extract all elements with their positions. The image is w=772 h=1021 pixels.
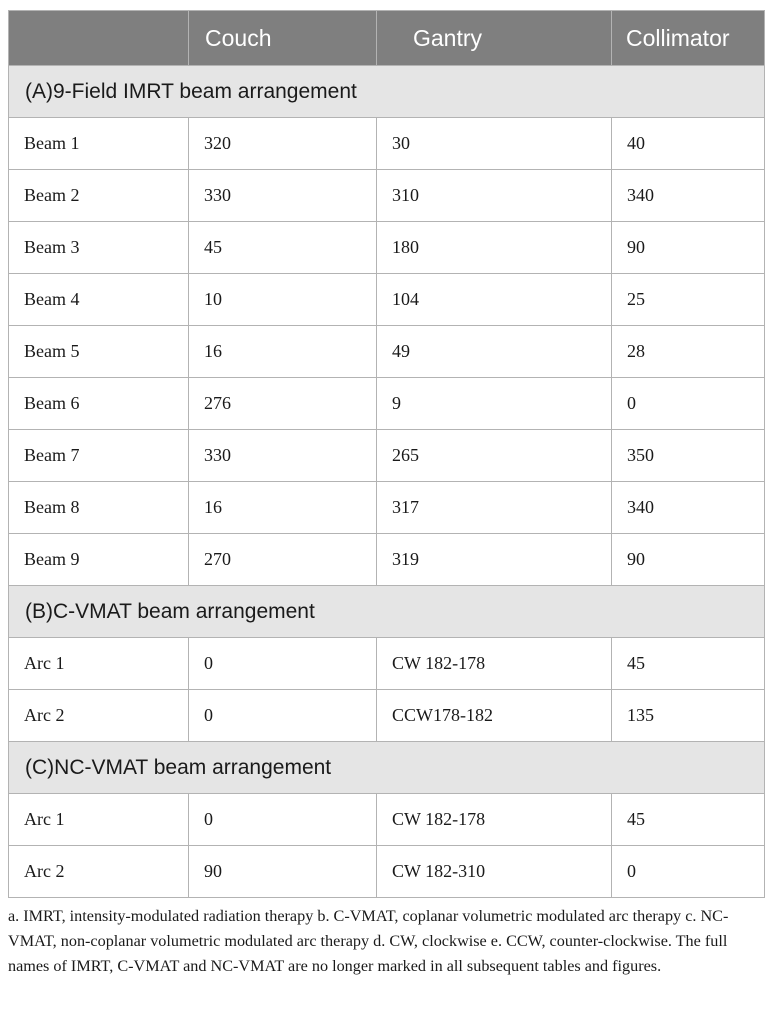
- gantry-value: 9: [377, 378, 612, 430]
- table-row: [9, 846, 765, 898]
- table-row: [9, 170, 765, 222]
- beam-name: Arc 1: [9, 638, 189, 690]
- table-body: [9, 66, 765, 898]
- gantry-value: 319: [377, 534, 612, 586]
- table-row: [9, 326, 765, 378]
- table-row: [9, 690, 765, 742]
- section-row: [9, 742, 765, 794]
- table-row: [9, 534, 765, 586]
- couch-value: 320: [189, 118, 377, 170]
- section-row: [9, 66, 765, 118]
- collimator-value: 90: [612, 534, 765, 586]
- footnote-text: a. IMRT, intensity-modulated radiation therapy b. C-VMAT, coplanar volumetric modulated arc therapy c. NC-VMAT, non-coplanar volumetric modulated arc therapy d. CW, clockwise e. CCW, counter-clockwise. The full names of IMRT, C-VMAT and NC-VMAT are no longer marked in all subsequent tables and figures.: [8, 907, 729, 975]
- beam-name: Beam 7: [9, 430, 189, 482]
- beam-name: Beam 8: [9, 482, 189, 534]
- collimator-value: 0: [612, 378, 765, 430]
- couch-value: 0: [189, 638, 377, 690]
- table-row: [9, 638, 765, 690]
- gantry-value: 30: [377, 118, 612, 170]
- couch-value: 16: [189, 326, 377, 378]
- couch-value: 0: [189, 794, 377, 846]
- couch-value: 45: [189, 222, 377, 274]
- couch-value: 0: [189, 690, 377, 742]
- header-blank-cell: [9, 11, 189, 66]
- header-gantry: Gantry: [377, 11, 612, 66]
- couch-value: 16: [189, 482, 377, 534]
- gantry-value: CW 182-178: [377, 638, 612, 690]
- collimator-value: 45: [612, 638, 765, 690]
- table-row: [9, 430, 765, 482]
- gantry-value: CCW178-182: [377, 690, 612, 742]
- table-row: [9, 794, 765, 846]
- beam-arrangement-table: [8, 10, 765, 898]
- beam-name: Arc 1: [9, 794, 189, 846]
- gantry-value: CW 182-310: [377, 846, 612, 898]
- section-title-imrt: (A)9-Field IMRT beam arrangement: [9, 66, 765, 118]
- section-row: [9, 586, 765, 638]
- gantry-value: 310: [377, 170, 612, 222]
- beam-name: Beam 4: [9, 274, 189, 326]
- gantry-value: 104: [377, 274, 612, 326]
- couch-value: 330: [189, 430, 377, 482]
- couch-value: 10: [189, 274, 377, 326]
- couch-value: 270: [189, 534, 377, 586]
- table-footnote: [8, 904, 766, 979]
- beam-name: Arc 2: [9, 846, 189, 898]
- gantry-value: CW 182-178: [377, 794, 612, 846]
- gantry-value: 49: [377, 326, 612, 378]
- beam-name: Beam 3: [9, 222, 189, 274]
- collimator-value: 45: [612, 794, 765, 846]
- couch-value: 90: [189, 846, 377, 898]
- table-row: [9, 378, 765, 430]
- collimator-value: 135: [612, 690, 765, 742]
- collimator-value: 40: [612, 118, 765, 170]
- gantry-value: 180: [377, 222, 612, 274]
- couch-value: 276: [189, 378, 377, 430]
- collimator-value: 340: [612, 482, 765, 534]
- collimator-value: 28: [612, 326, 765, 378]
- header-couch: Couch: [189, 11, 377, 66]
- collimator-value: 0: [612, 846, 765, 898]
- beam-name: Beam 2: [9, 170, 189, 222]
- collimator-value: 340: [612, 170, 765, 222]
- beam-name: Beam 9: [9, 534, 189, 586]
- gantry-value: 317: [377, 482, 612, 534]
- beam-name: Arc 2: [9, 690, 189, 742]
- table-header: [9, 11, 765, 66]
- beam-name: Beam 6: [9, 378, 189, 430]
- collimator-value: 90: [612, 222, 765, 274]
- beam-name: Beam 1: [9, 118, 189, 170]
- couch-value: 330: [189, 170, 377, 222]
- table-row: [9, 118, 765, 170]
- beam-name: Beam 5: [9, 326, 189, 378]
- table-row: [9, 482, 765, 534]
- section-title-c-vmat: (B)C-VMAT beam arrangement: [9, 586, 765, 638]
- header-collimator: Collimator: [612, 11, 765, 66]
- collimator-value: 25: [612, 274, 765, 326]
- table-row: [9, 222, 765, 274]
- gantry-value: 265: [377, 430, 612, 482]
- collimator-value: 350: [612, 430, 765, 482]
- table-row: [9, 274, 765, 326]
- header-row: [9, 11, 765, 66]
- section-title-nc-vmat: (C)NC-VMAT beam arrangement: [9, 742, 765, 794]
